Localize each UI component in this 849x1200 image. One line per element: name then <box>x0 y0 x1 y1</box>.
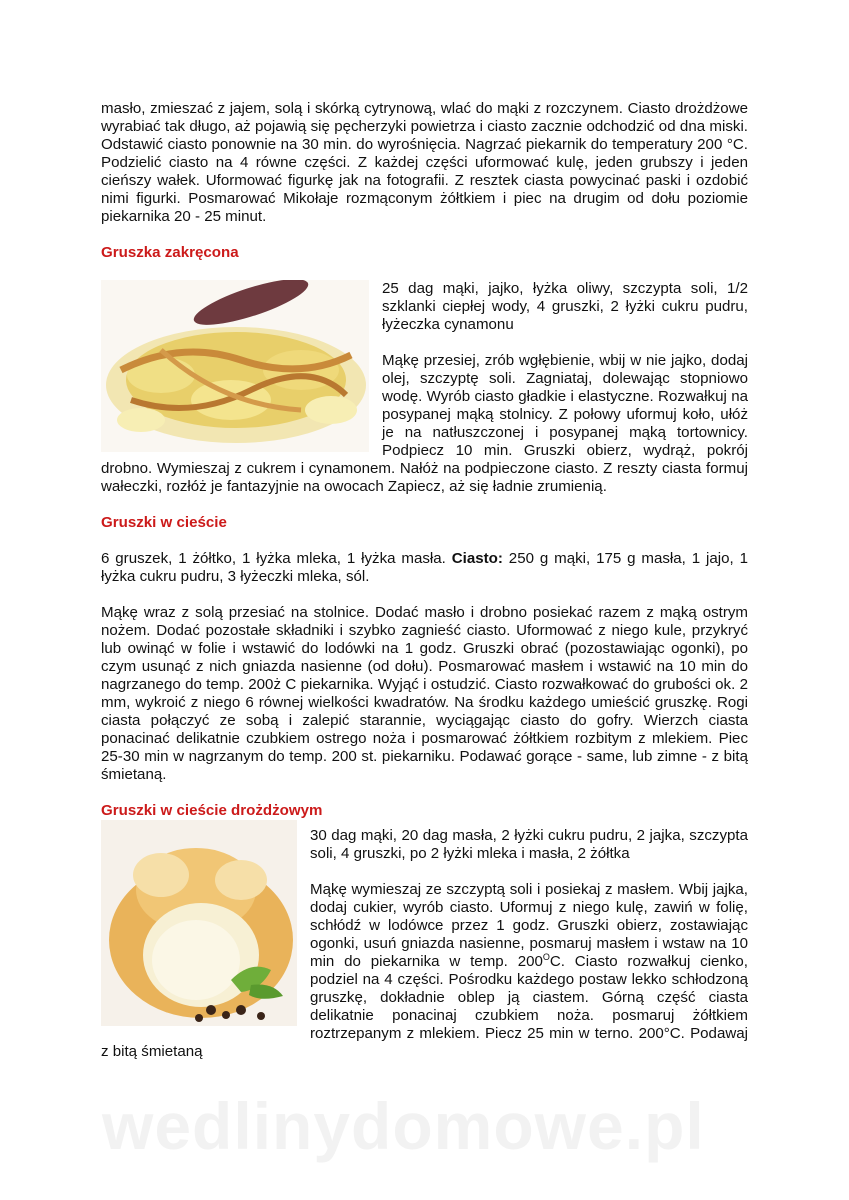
recipe-method: Mąkę wraz z solą przesiać na stolnice. Dodać masło i drobno posiekać razem z mąką ostrym nożem. Dodać pozostałe składniki i szybko zagnieść ciasto. Uformować z niego kule, przykryć lub owinąć w folie i wstawić do lodówki na 1 godz. Gruszki obrać (pozostawiając ogonki), po czym usunąć z nich gniazda nasienne (od dołu). Posmarować masłem i wstawić na 10 min do nagrzanego do temp. 200ż C piekarnika. Wyjąć i ostudzić. Ciasto rozwałkować do grubości ok. 2 mm, wykroić z niego 6 równej wielkości kwadratów. Na środku każdego umieścić gruszkę. Rogi ciasta połączyć ze sobą i zalepić starannie, wyciągając ciasto do gofry. Wierzch ciasta ponacinać delikatnie czubkiem ostrego noża i posmarować żółtkiem rozbitym z mlekiem. Piec 25-30 min w nagrzanym do temp. 200 st. piekarniku. Podawać gorące - same, lub zimne - z bitą śmietaną. <box>101 604 748 783</box>
ingredients-filling: 6 gruszek, 1 żółtko, 1 łyżka mleka, 1 łyżka masła. <box>101 550 446 567</box>
document-body <box>101 100 748 1061</box>
watermark: wedlinydomowe.pl <box>102 1089 705 1163</box>
pear-pastry-photo <box>101 820 297 1026</box>
recipe-ingredients <box>101 550 748 586</box>
recipe-ingredients: 25 dag mąki, jajko, łyżka oliwy, szczypta soli, 1/2 szklanki ciepłej wody, 4 gruszki, 2 łyżki cukru pudru, łyżeczka cynamonu <box>382 280 748 333</box>
dough-label: Ciasto: <box>451 550 503 567</box>
recipe-title-gruszki-drozdzowe: Gruszki w cieście drożdżowym <box>101 802 323 819</box>
recipe-ingredients: 30 dag mąki, 20 dag masła, 2 łyżki cukru pudru, 2 jajka, szczypta soli, 4 gruszki, po 2 łyżki mleka i masła, 2 żółtka <box>310 827 748 862</box>
method-part-2: C. Ciasto rozwałkuj cienko, podziel na 4 części. Pośrodku każdego postaw lekko schłodzoną gruszkę, dokładnie oblep ją ciastem. Górną część ciasta delikatnie ponacinaj czubkiem noża. posmaruj żółtkiem roztrzepanym z mlekiem. Piecz 25 min w terno. 200°C. Podawaj z bitą śmietaną <box>101 953 748 1060</box>
method-part-1: Mąkę wymieszaj ze szczyptą soli i posiekaj z masłem. Wbij jajka, dodaj cukier, wyrób ciasto. Uformuj z niego kulę, zawiń w folię, schłódź w lodówce przez 1 godz. Gruszki obierz, zostawiając ogonki, usuń gniazda nasienne, posmaruj masłem i wstaw na 10 min do piekarnika w temp. 200 <box>310 881 748 970</box>
recipe-title-gruszka-zakrecona: Gruszka zakręcona <box>101 244 239 261</box>
recipe-gruszki-drozdzowe <box>101 820 748 1061</box>
recipe-gruszka-zakrecona <box>101 280 748 496</box>
intro-paragraph: masło, zmieszać z jajem, solą i skórką cytrynową, wlać do mąki z rozczynem. Ciasto drożdżowe wyrabiać tak długo, aż pojawią się pęcherzyki powietrza i ciasto zacznie odchodzić od dna miski. Odstawić ciasto ponownie na 30 min. do wyrośnięcia. Nagrzać piekarnik do temperatury 200 °C. Podzielić ciasto na 4 równe części. Z każdej części uformować kulę, jeden grubszy i jeden cieńszy wałek. Uformować figurkę jak na fotografii. Z resztek ciasta powycinać paski i ozdobić nimi figurki. Posmarować Mikołaje rozmąconym żółtkiem i piec na drugim od dołu poziomie piekarnika 20 - 25 minut. <box>101 100 748 225</box>
recipe-title-gruszki-w-ciescie: Gruszki w cieście <box>101 514 227 531</box>
recipe-method: Mąkę przesiej, zrób wgłębienie, wbij w nie jajko, dodaj olej, szczyptę soli. Zagniataj, dolewając stopniowo wodę. Wyrób ciasto gładkie i elastyczne. Rozwałkuj na posypanej mąką stolnicy. Z połowy uformuj koło, ułóż je na natłuszczonej i posypanej mąką tortownicy. Podpiecz 10 min. Gruszki obierz, wydrąż, pokrój drobno. Wymieszaj z cukrem i cynamonem. Nałóż na podpieczone ciasto. Z reszty ciasta formuj wałeczki, rozłóż je fantazyjnie na owocach Zapiecz, aż się ładnie zrumienią. <box>101 352 748 495</box>
pear-tart-photo <box>101 280 369 452</box>
ingredients-dough: 250 g mąki, 175 g masła, 1 jajo, 1 łyżka cukru pudru, 3 łyżeczki mleka, sól. <box>101 550 748 585</box>
degree-superscript: O <box>542 951 550 962</box>
